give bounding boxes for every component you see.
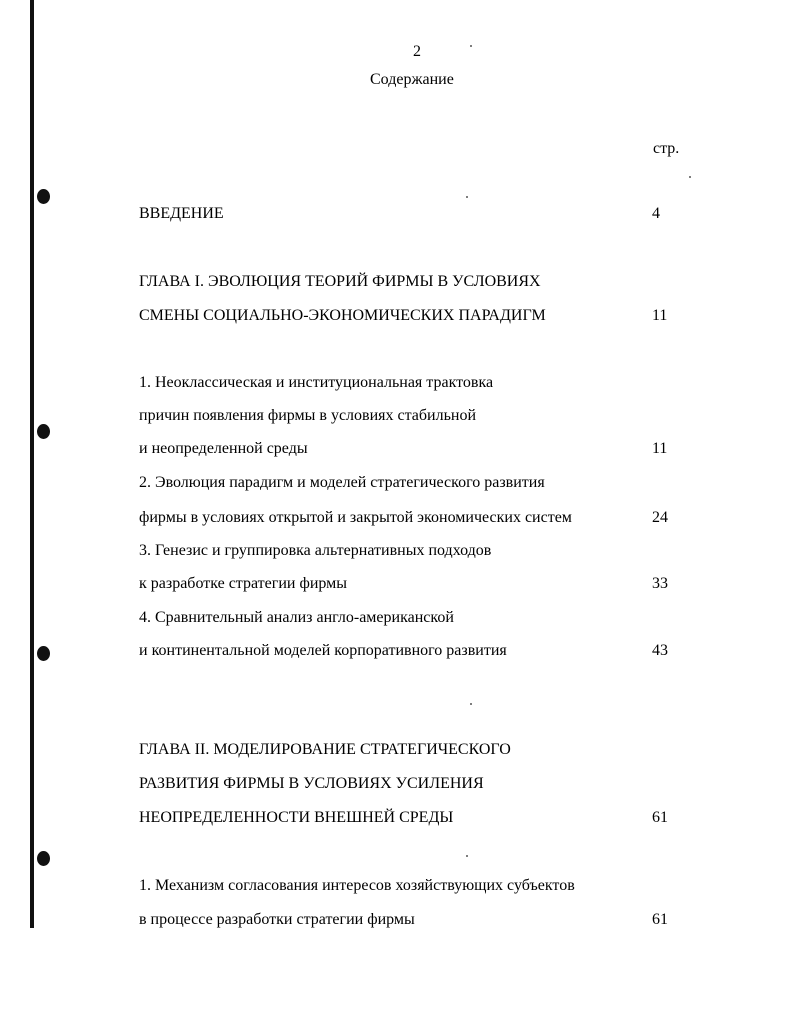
chapter-2-title-line: РАЗВИТИЯ ФИРМЫ В УСЛОВИЯХ УСИЛЕНИЯ [139,775,484,792]
section-1-3-line: к разработке стратегии фирмы [139,575,348,592]
section-2-1-line: в процессе разработки стратегии фирмы [139,911,415,928]
chapter-1-page: 11 [652,307,668,324]
section-1-1-page: 11 [652,440,668,457]
section-1-4-line: 4. Сравнительный анализ англо-американской [139,609,454,626]
page-number: 2 [413,43,421,60]
chapter-2-page: 61 [652,809,668,826]
page-column-label: стр. [653,140,680,157]
scan-speck [470,703,472,705]
punch-hole-mark [37,189,50,204]
section-1-1-line: 1. Неоклассическая и институциональная трактовка [139,374,494,391]
scan-speck [466,196,468,198]
section-1-4-page: 43 [652,642,668,659]
toc-intro-page: 4 [652,205,660,222]
section-1-1-line: причин появления фирмы в условиях стабильной [139,407,477,424]
punch-hole-mark [37,646,50,661]
scan-speck [689,176,691,178]
section-2-1-page: 61 [652,911,668,928]
section-1-3-line: 3. Генезис и группировка альтернативных подходов [139,542,492,559]
section-1-2-line: фирмы в условиях открытой и закрытой экономических систем [139,509,572,526]
chapter-1-title-line: СМЕНЫ СОЦИАЛЬНО-ЭКОНОМИЧЕСКИХ ПАРАДИГМ [139,307,546,324]
section-1-3-page: 33 [652,575,668,592]
punch-hole-mark [37,424,50,439]
scan-speck [470,45,472,47]
chapter-1-title-line: ГЛАВА I. ЭВОЛЮЦИЯ ТЕОРИЙ ФИРМЫ В УСЛОВИЯХ [139,273,541,290]
chapter-2-title-line: НЕОПРЕДЕЛЕННОСТИ ВНЕШНЕЙ СРЕДЫ [139,809,454,826]
toc-intro-label: ВВЕДЕНИЕ [139,205,224,222]
section-1-1-line: и неопределенной среды [139,440,308,457]
punch-hole-mark [37,851,50,866]
scan-speck [466,855,468,857]
section-1-4-line: и континентальной моделей корпоративного развития [139,642,507,659]
page-title: Содержание [370,71,454,88]
section-1-2-page: 24 [652,509,668,526]
section-1-2-line: 2. Эволюция парадигм и моделей стратегического развития [139,474,545,491]
section-2-1-line: 1. Механизм согласования интересов хозяйствующих субъектов [139,877,575,894]
chapter-2-title-line: ГЛАВА II. МОДЕЛИРОВАНИЕ СТРАТЕГИЧЕСКОГО [139,741,511,758]
scan-left-edge [30,0,34,928]
